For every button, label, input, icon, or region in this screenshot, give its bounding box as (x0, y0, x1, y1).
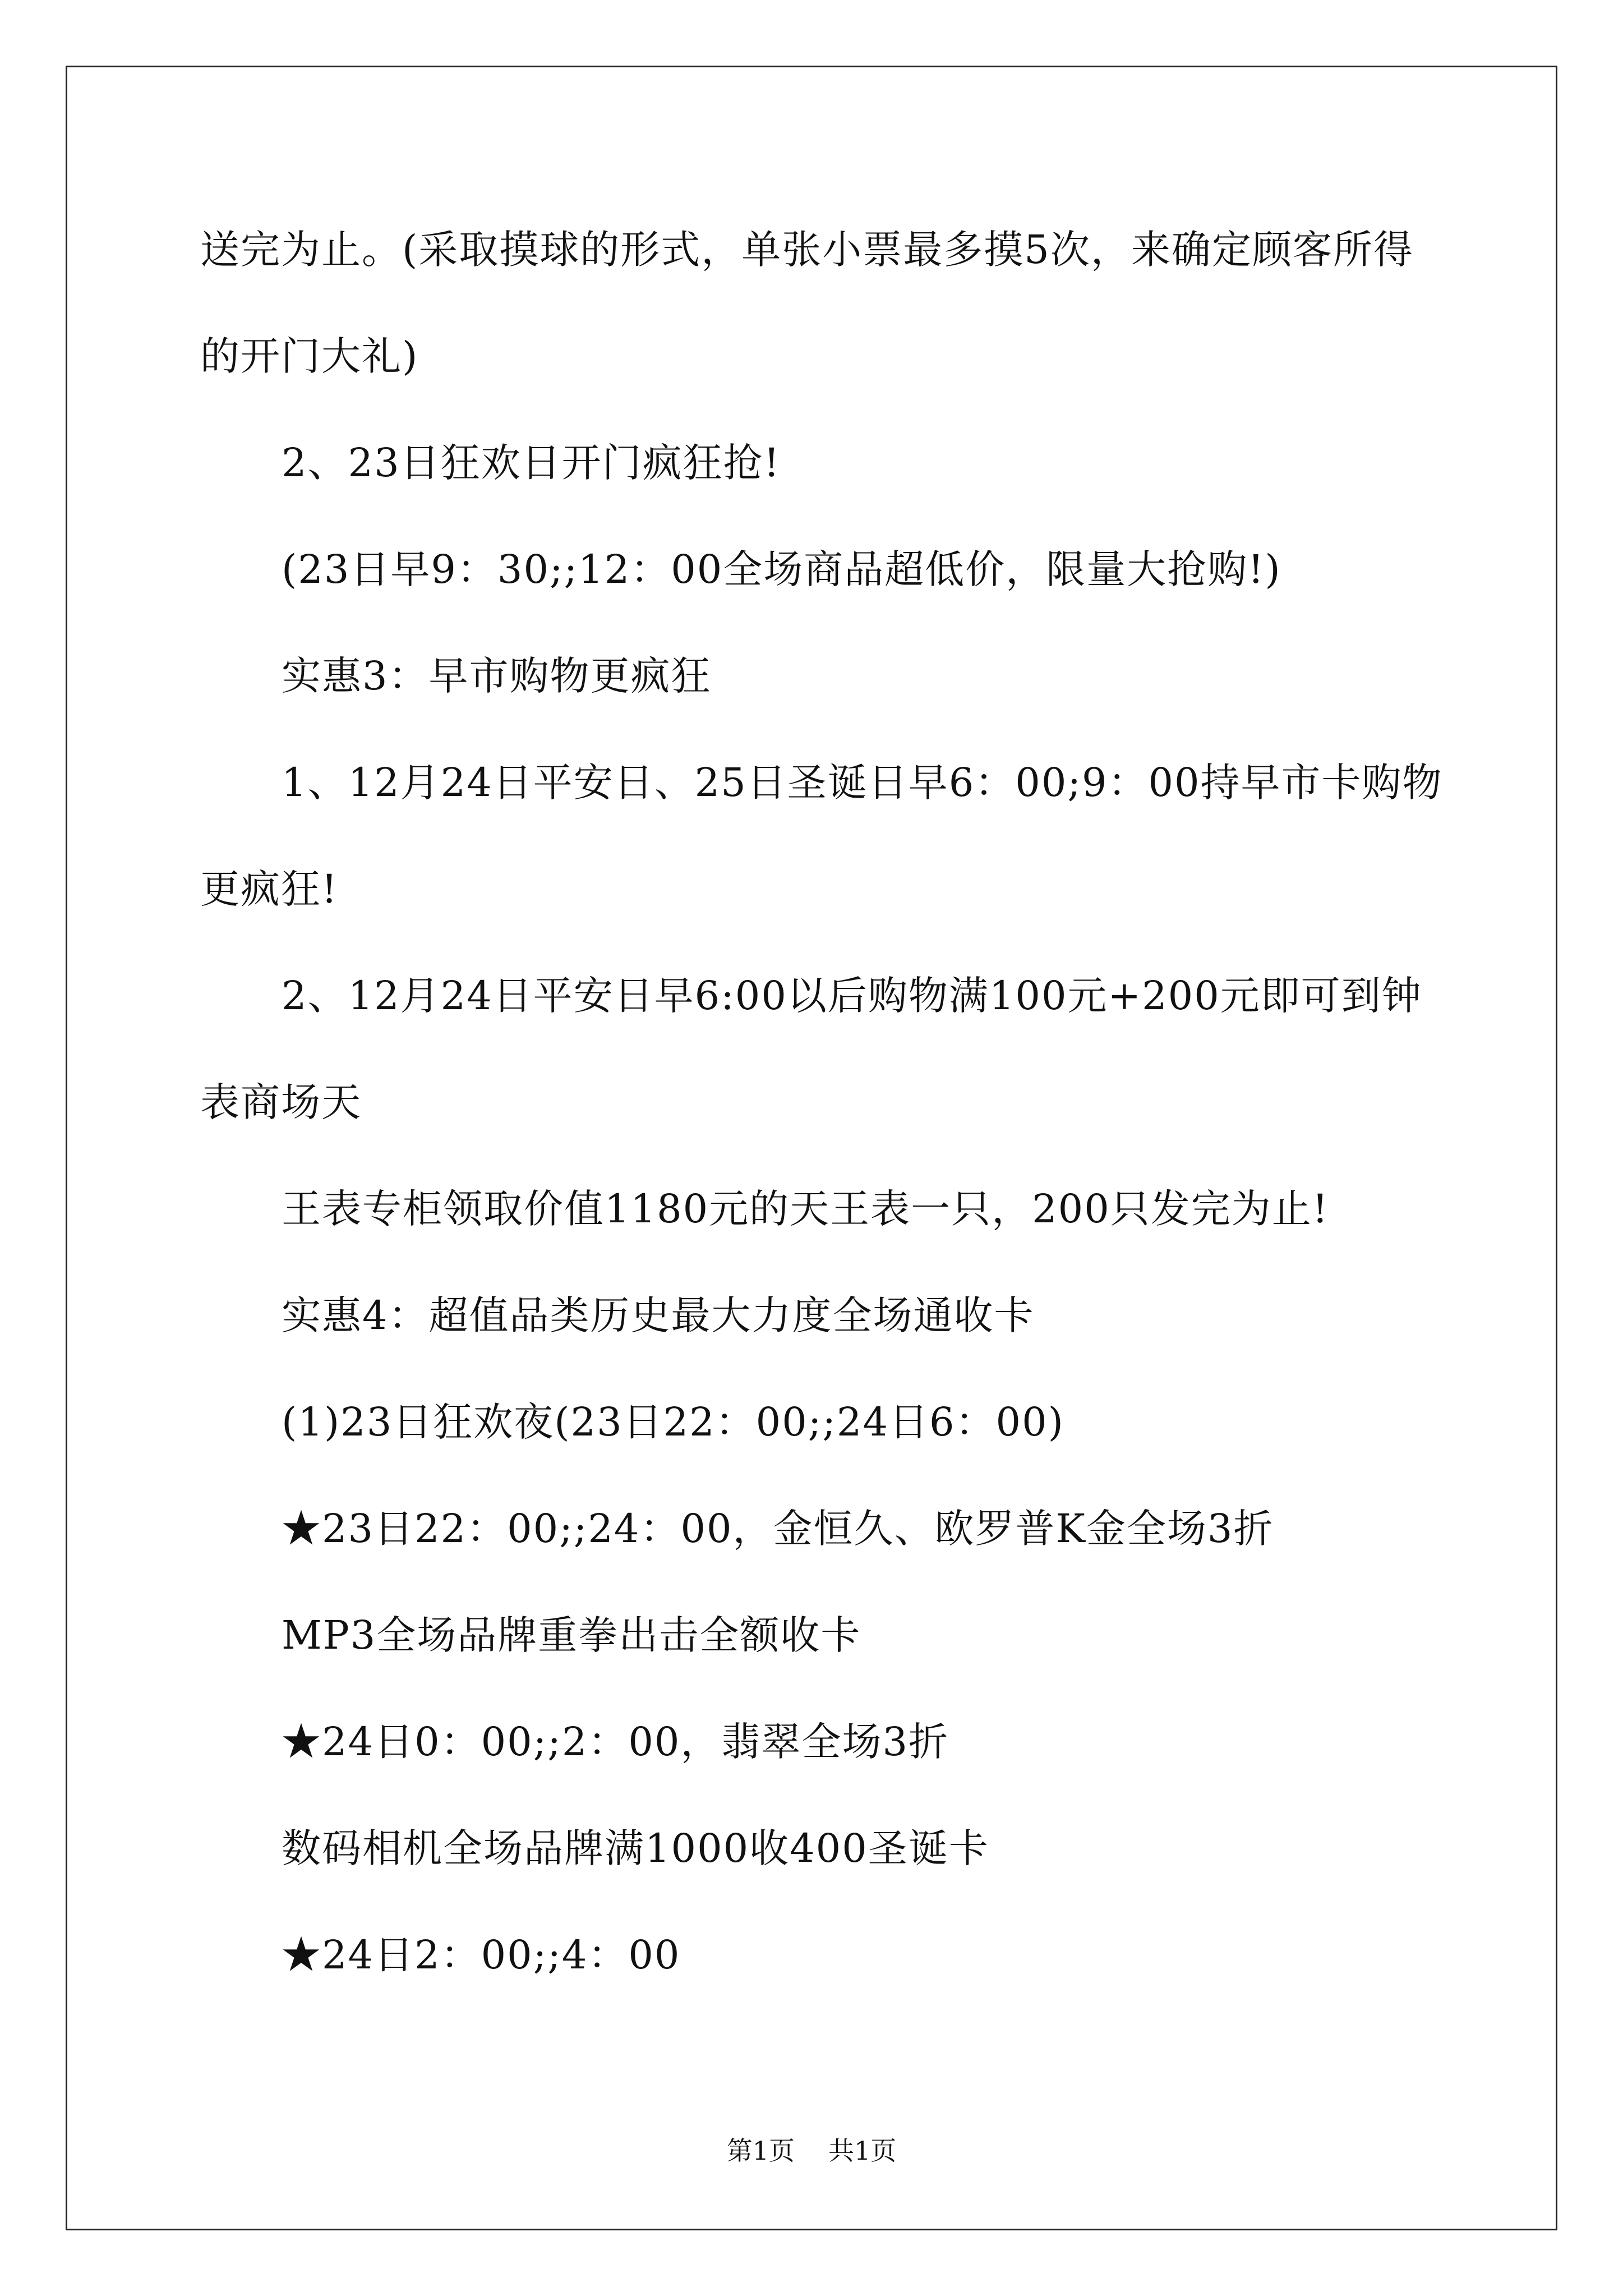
text-line-12: (1)23日狂欢夜(23日22：00;;24日6：00) (282, 1399, 1064, 1445)
text-line-1: 送完为止。(采取摸球的形式，单张小票最多摸5次，来确定顾客所得 (200, 227, 1414, 273)
page-border (66, 66, 1557, 2230)
text-line-7: 更疯狂! (200, 866, 339, 912)
page-total: 共1页 (828, 2136, 897, 2166)
page-footer (0, 2134, 1623, 2168)
page-number: 第1页 (726, 2136, 795, 2166)
text-line-16: 数码相机全场品牌满1000收400圣诞卡 (282, 1825, 989, 1871)
text-line-6: 1、12月24日平安日、25日圣诞日早6：00;9：00持早市卡购物 (282, 760, 1443, 806)
text-line-10: 王表专柜领取价值1180元的天王表一只，200只发完为止! (282, 1186, 1329, 1232)
text-line-8: 2、12月24日平安日早6:00以后购物满100元+200元即可到钟 (282, 973, 1422, 1019)
text-line-13: ★23日22：00;;24：00，金恒久、欧罗普K金全场3折 (282, 1506, 1274, 1552)
text-line-4: (23日早9：30;;12：00全场商品超低价，限量大抢购!) (282, 546, 1281, 592)
text-line-11: 实惠4：超值品类历史最大力度全场通收卡 (282, 1292, 1035, 1338)
text-line-15: ★24日0：00;;2：00，翡翠全场3折 (282, 1719, 949, 1765)
text-line-3: 2、23日狂欢日开门疯狂抢! (282, 440, 781, 486)
text-line-17: ★24日2：00;;4：00 (282, 1932, 681, 1978)
text-line-5: 实惠3：早市购物更疯狂 (282, 653, 712, 699)
text-line-9: 表商场天 (200, 1079, 362, 1125)
text-line-14: MP3全场品牌重拳出击全额收卡 (282, 1612, 861, 1658)
text-line-2: 的开门大礼) (200, 333, 419, 379)
